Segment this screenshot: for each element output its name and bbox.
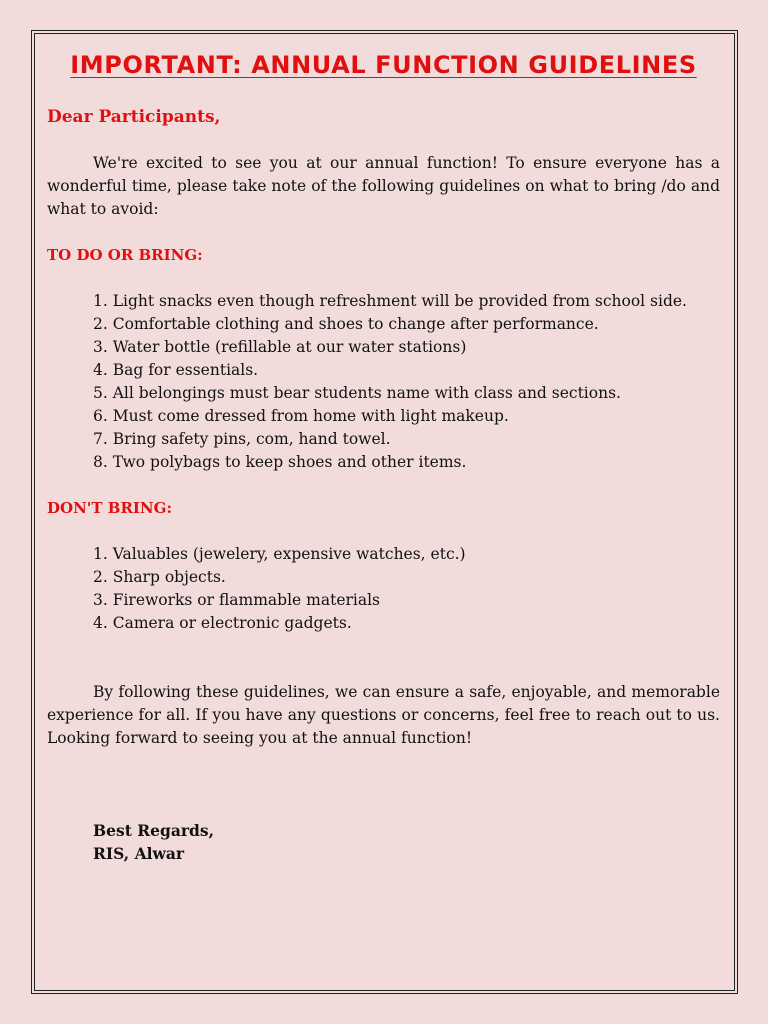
list-item: 8. Two polybags to keep shoes and other items. — [93, 453, 467, 471]
todo-list — [47, 290, 720, 474]
document-content — [47, 48, 720, 865]
signoff — [47, 819, 720, 865]
page-title: IMPORTANT: ANNUAL FUNCTION GUIDELINES — [70, 51, 697, 79]
dont-list — [47, 543, 720, 635]
list-item: 6. Must come dressed from home with light makeup. — [93, 407, 509, 425]
todo-heading: TO DO OR BRING: — [47, 246, 203, 264]
list-item: 2. Comfortable clothing and shoes to change after performance. — [93, 315, 599, 333]
list-item: 3. Fireworks or flammable materials — [93, 591, 381, 609]
intro-paragraph: We're excited to see you at our annual function! To ensure everyone has a wonderful time, please take note of the following guidelines on what to bring /do and what to avoid: — [47, 154, 720, 218]
greeting: Dear Participants, — [47, 107, 221, 127]
signoff-regards: Best Regards, — [93, 821, 214, 840]
closing-paragraph: By following these guidelines, we can ensure a safe, enjoyable, and memorable experience for all. If you have any questions or concerns, feel free to reach out to us. Looking forward to seeing you at the annual function! — [47, 683, 720, 747]
list-item: 2. Sharp objects. — [93, 568, 226, 586]
list-item: 3. Water bottle (refillable at our water stations) — [93, 338, 467, 356]
list-item: 4. Camera or electronic gadgets. — [93, 614, 352, 632]
dont-heading: DON'T BRING: — [47, 499, 172, 517]
list-item: 5. All belongings must bear students name with class and sections. — [93, 384, 621, 402]
list-item: 1. Valuables (jewelery, expensive watches, etc.) — [93, 545, 466, 563]
list-item: 1. Light snacks even though refreshment will be provided from school side. — [93, 292, 687, 310]
list-item: 4. Bag for essentials. — [93, 361, 259, 379]
signoff-sender: RIS, Alwar — [93, 844, 185, 863]
list-item: 7. Bring safety pins, com, hand towel. — [93, 430, 391, 448]
